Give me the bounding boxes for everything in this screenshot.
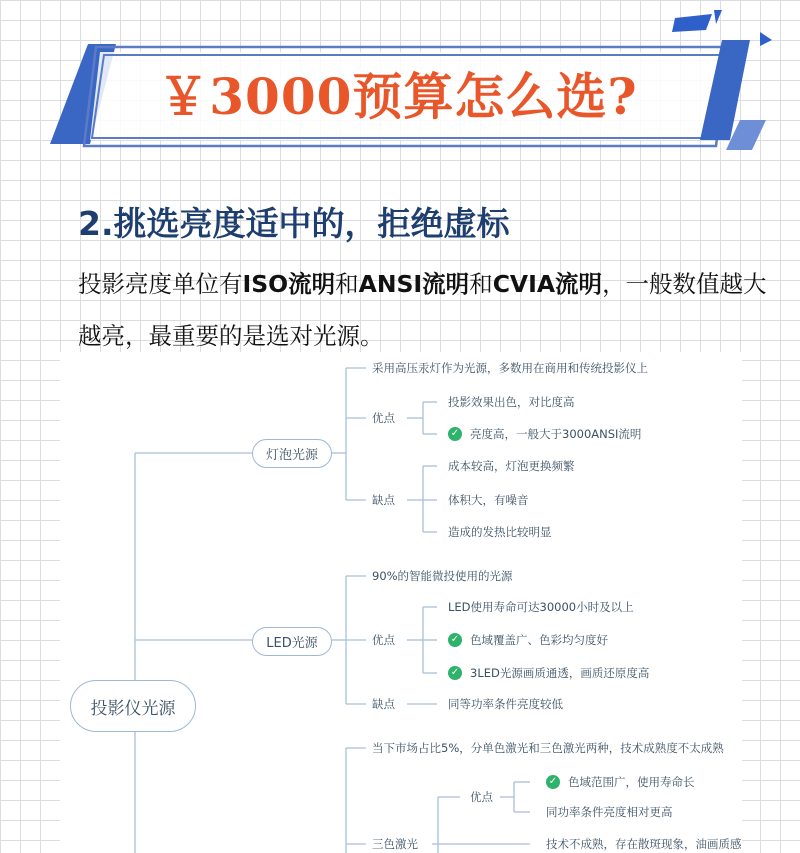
led-pro-item: LED使用寿命可达30000小时及以上 — [448, 600, 634, 614]
intro-paragraph — [78, 258, 768, 362]
intro-text: 投影亮度单位有 — [78, 270, 243, 298]
bulb-con-item: 成本较高，灯泡更换频繁 — [448, 459, 575, 473]
ansi-lumen-term: ANSI流明 — [358, 270, 470, 298]
led-source-node: LED光源 — [252, 627, 332, 656]
iso-lumen-term: ISO流明 — [242, 270, 336, 298]
intro-text: 和 — [469, 270, 493, 298]
check-icon: ✓ — [448, 633, 462, 647]
bulb-pro-item: 投影效果出色，对比度高 — [448, 395, 575, 409]
bulb-con-item: 体积大，有噪音 — [448, 493, 529, 507]
banner-title: ￥3000预算怎么选? — [158, 67, 638, 126]
bulb-description: 采用高压汞灯作为光源，多数用在商用和传统投影仪上 — [372, 361, 648, 375]
section-heading: 2.挑选亮度适中的，拒绝虚标 — [78, 204, 510, 243]
led-cons-label: 缺点 — [372, 697, 395, 711]
bulb-pro-item: 亮度高，一般大于3000ANSI流明 — [470, 427, 642, 441]
laser-description: 当下市场占比5%，分单色激光和三色激光两种，技术成熟度不太成熟 — [372, 741, 724, 755]
intro-text: 和 — [335, 270, 359, 298]
led-pro-item: 色域覆盖广、色彩均匀度好 — [470, 633, 608, 647]
light-source-mindmap — [60, 352, 742, 853]
led-pro-item: 3LED光源画质通透，画质还原度高 — [470, 666, 650, 680]
laser-pro-item: 色域范围广，使用寿命长 — [568, 775, 695, 789]
led-pros-label: 优点 — [372, 633, 395, 647]
laser-source-label: 三色激光 — [372, 837, 418, 851]
check-icon: ✓ — [448, 666, 462, 680]
title-banner — [0, 0, 800, 170]
cvia-lumen-term: CVIA流明 — [492, 270, 603, 298]
root-node: 投影仪光源 — [70, 680, 196, 732]
intro-text: ，一般数值越大越亮，最重要的是选对光源。 — [78, 270, 767, 350]
laser-pros-label: 优点 — [470, 790, 493, 804]
check-icon: ✓ — [546, 775, 560, 789]
bulb-cons-label: 缺点 — [372, 493, 395, 507]
led-description: 90%的智能微投使用的光源 — [372, 569, 513, 583]
laser-pro-item: 同功率条件亮度相对更高 — [546, 805, 673, 819]
bulb-con-item: 造成的发热比较明显 — [448, 525, 552, 539]
bulb-pros-label: 优点 — [372, 411, 395, 425]
laser-con-item: 技术不成熟，存在散斑现象，油画质感 — [546, 837, 742, 851]
check-icon: ✓ — [448, 427, 462, 441]
led-con-item: 同等功率条件亮度较低 — [448, 697, 563, 711]
bulb-source-node: 灯泡光源 — [252, 439, 332, 468]
